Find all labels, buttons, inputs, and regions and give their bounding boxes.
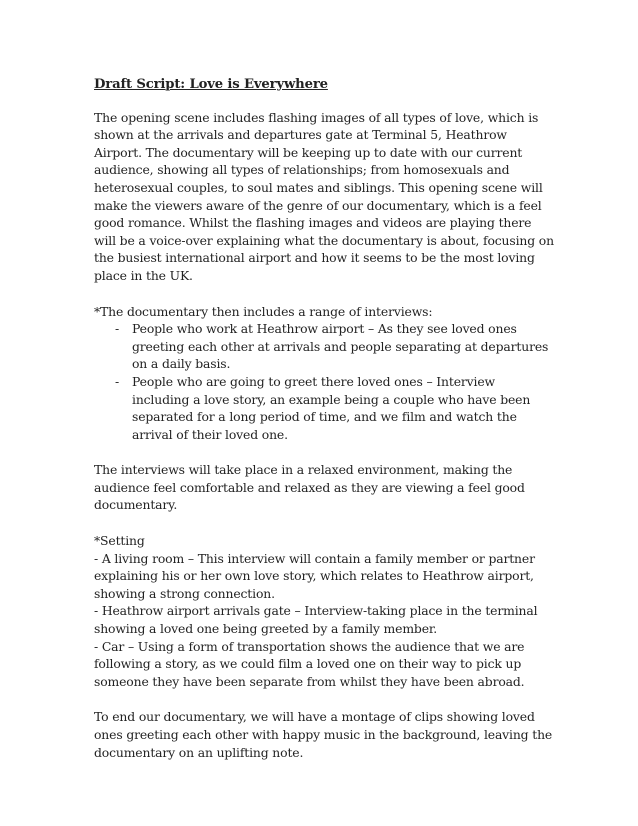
interviews-intro: *The documentary then includes a range of interviews:: [94, 303, 433, 319]
setting-section: [94, 532, 554, 690]
interviews-section: [94, 303, 554, 444]
list-dash: -: [115, 321, 120, 337]
setting-item-car: - Car – Using a form of transportation shows the audience that we are following a story, as we could film a loved one on their way to pick up someone they have been separate from whilst they have been abroad.: [94, 638, 525, 689]
list-dash: -: [115, 373, 120, 389]
interviews-paragraph: The interviews will take place in a relaxed environment, making the audience feel comfortable and relaxed as they are viewing a feel good documentary.: [94, 462, 525, 513]
setting-item-living-room: - A living room – This interview will contain a family member or partner explaining his or her own love story, which relates to Heathrow airport, showing a strong connection.: [94, 550, 535, 601]
closing-paragraph: To end our documentary, we will have a montage of clips showing loved ones greeting each other with happy music in the background, leaving the documentary on an uplifting note.: [94, 709, 553, 760]
list-item: [94, 373, 554, 443]
setting-heading: *Setting: [94, 533, 145, 549]
document-page: [94, 76, 554, 779]
list-item: [94, 320, 554, 373]
interview-item-greeters: People who are going to greet there loved ones – Interview including a love story, an example being a couple who have been separated for a long period of time, and we film and watch the arrival of their loved one.: [132, 373, 531, 442]
setting-item-arrivals-gate: - Heathrow airport arrivals gate – Interview-taking place in the terminal showing a loved one being greeted by a family member.: [94, 603, 538, 637]
interview-item-staff: People who work at Heathrow airport – As they see loved ones greeting each other at arrivals and people separating at departures on a daily basis.: [132, 321, 549, 372]
interviews-list: [94, 320, 554, 443]
document-title: Draft Script: Love is Everywhere: [94, 77, 328, 92]
opening-paragraph: The opening scene includes flashing images of all types of love, which is shown at the arrivals and departures gate at Terminal 5, Heathrow Airport. The documentary will be keeping up to date with our current audience, showing all types of relationships; from homosexuals and heterosexual couples, to soul mates and siblings. This opening scene will make the viewers aware of the genre of our documentary, which is a feel good romance. Whilst the flashing images and videos are playing there will be a voice-over explaining what the documentary is about, focusing on the busiest international airport and how it seems to be the most loving place in the UK.: [94, 109, 554, 283]
